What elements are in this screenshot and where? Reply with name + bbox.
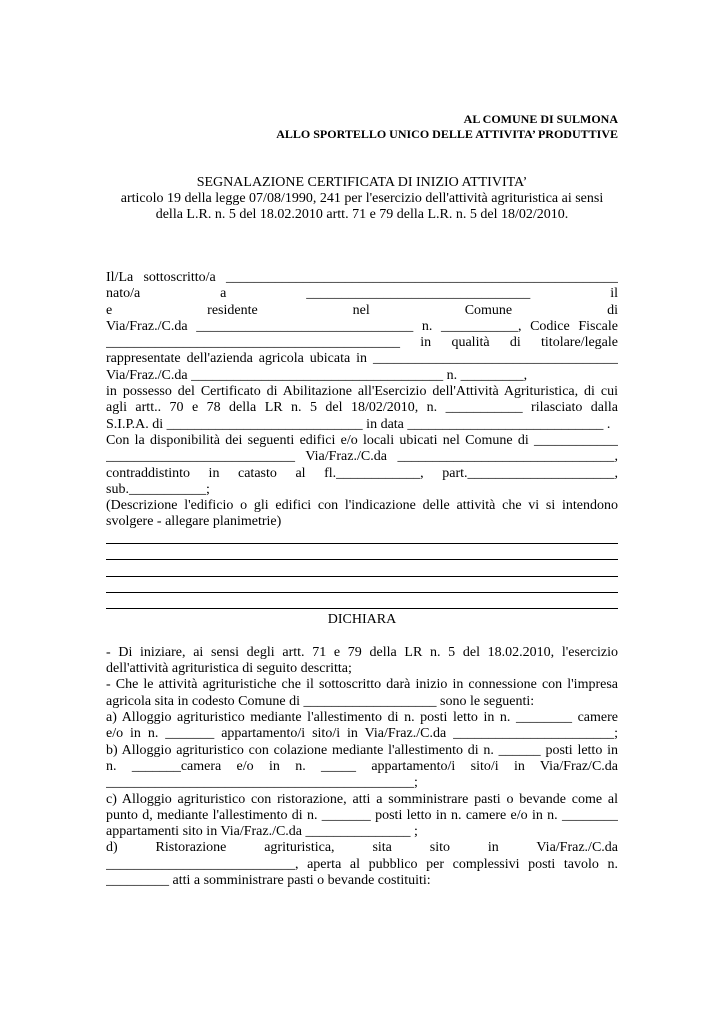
dichiara-line-1: - Di iniziare, ai sensi degli artt. 71 e 79 della LR n. 5 del 18.02.2010, l'esercizio bbox=[106, 644, 618, 660]
form-line-farm-address: Via/Fraz./C.da ____________________________________ n. _________, bbox=[106, 367, 528, 383]
form-line-description-2: svolgere - allegare planimetrie) bbox=[106, 514, 282, 530]
form-line-birth: nato/a a ________________________________ il bbox=[106, 286, 618, 302]
dichiara-heading: DICHIARA bbox=[327, 612, 397, 628]
form-line-certificate-3: S.I.P.A. di ____________________________ in data ____________________________ . bbox=[106, 416, 611, 432]
form-line-name: Il/La sottoscritto/a ________________________________________________________ bbox=[106, 270, 618, 285]
form-line-buildings-2: ___________________________ Via/Fraz./C.da _______________________________, bbox=[106, 449, 618, 465]
form-line-certificate-1: in possesso del Certificato di Abilitazione all'Esercizio dell'Attività Agrituristica, di cui bbox=[106, 384, 618, 400]
form-line-sub: sub.___________; bbox=[106, 481, 210, 497]
dichiara-item-a-1: a) Alloggio agrituristico mediante l'allestimento di n. posti letto in n. ________ camere bbox=[106, 710, 618, 726]
blank-line bbox=[106, 580, 618, 596]
dichiara-line-2: dell'attività agrituristica di seguito descritta; bbox=[106, 661, 352, 677]
blank-line bbox=[106, 531, 618, 547]
form-line-description-1: (Descrizione l'edificio o gli edifici con l'indicazione delle attività che vi si intendono bbox=[106, 498, 618, 514]
dichiara-item-b-3: ____________________________________________; bbox=[106, 775, 418, 791]
form-line-farm: rappresentate dell'azienda agricola ubicata in ___________________________________ bbox=[106, 351, 618, 367]
form-line-residence: e residente nel Comune di bbox=[106, 302, 618, 318]
form-line-certificate-2: agli artt.. 70 e 78 della LR n. 5 del 18/02/2010, n. ___________ rilasciato dalla bbox=[106, 400, 618, 416]
form-line-cadastre: contraddistinto in catasto al fl.____________, part._____________________, bbox=[106, 465, 618, 481]
form-line-buildings-1: Con la disponibilità dei seguenti edifici e/o locali ubicati nel Comune di ____________ bbox=[106, 432, 618, 448]
addressee-office: ALLO SPORTELLO UNICO DELLE ATTIVITA’ PRODUTTIVE bbox=[276, 127, 618, 141]
blank-line bbox=[106, 563, 618, 579]
blank-line bbox=[106, 596, 618, 612]
dichiara-item-c-1: c) Alloggio agrituristico con ristorazione, atti a somministrare pasti o bevande come al bbox=[106, 791, 618, 807]
dichiara-item-d-1: d) Ristorazione agrituristica, sita sito in Via/Fraz./C.da bbox=[106, 840, 618, 856]
document-title: SEGNALAZIONE CERTIFICATA DI INIZIO ATTIVITA’ bbox=[196, 175, 528, 190]
form-line-role: __________________________________________ in qualità di titolare/legale bbox=[106, 335, 618, 351]
dichiara-line-3: - Che le attività agrituristiche che il sottoscritto darà inizio in connessione con l'impresa bbox=[106, 677, 618, 693]
blank-line bbox=[106, 547, 618, 563]
form-body bbox=[106, 270, 618, 889]
dichiara-item-b-1: b) Alloggio agrituristico con colazione mediante l'allestimento di n. ______ posti letto in bbox=[106, 742, 618, 758]
addressee-municipality: AL COMUNE DI SULMONA bbox=[463, 112, 618, 126]
dichiara-line-4: agricola sita in codesto Comune di ___________________ sono le seguenti: bbox=[106, 693, 535, 709]
dichiara-item-a-2: e/o in n. _______ appartamento/i sito/i in Via/Fraz./C.da _______________________; bbox=[106, 726, 618, 742]
dichiara-item-d-3: _________ atti a somministrare pasti o bevande costituiti: bbox=[106, 872, 431, 888]
document-subtitle-line-2: della L.R. n. 5 del 18.02.2010 artt. 71 e 79 della L.R. n. 5 del 18/02/2010. bbox=[155, 207, 569, 222]
dichiara-item-c-3: appartamenti sito in Via/Fraz./C.da _______________ ; bbox=[106, 824, 418, 840]
form-line-address: Via/Fraz./C.da _______________________________ n. ___________, Codice Fiscale bbox=[106, 318, 618, 334]
dichiara-item-c-2: punto d, mediante l'allestimento di n. _______ posti letto in n. camere e/o in n. ________ bbox=[106, 807, 618, 823]
dichiara-item-d-2: ___________________________, aperta al pubblico per complessivi posti tavolo n. bbox=[106, 856, 618, 872]
dichiara-item-b-2: n. _______camera e/o in n. _____ appartamento/i sito/i in Via/Fraz/C.da bbox=[106, 758, 618, 774]
document-subtitle-line-1: articolo 19 della legge 07/08/1990, 241 per l'esercizio dell'attività agrituristica ai sensi bbox=[120, 191, 604, 206]
